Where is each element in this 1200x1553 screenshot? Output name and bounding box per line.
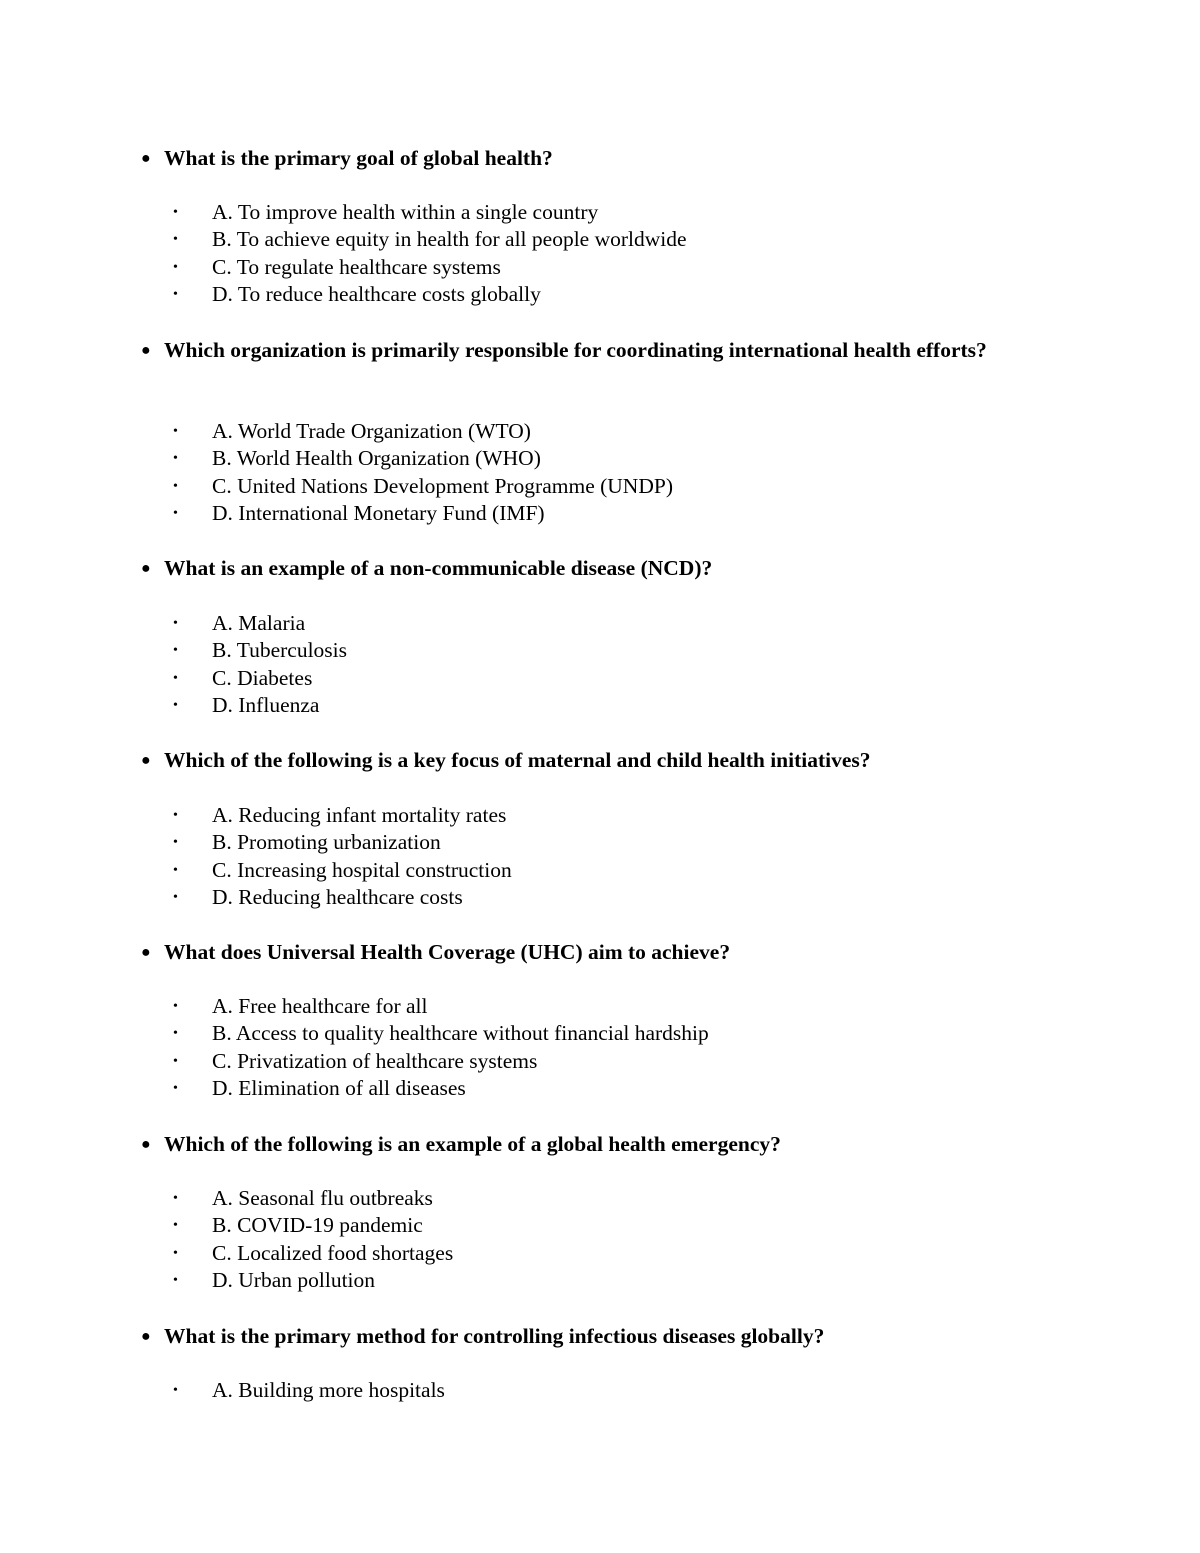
answer-option (0, 993, 1200, 1020)
option-text: B. To achieve equity in health for all people worldwide (212, 227, 687, 252)
answer-option (0, 665, 1200, 692)
question-bullet-icon: ● (141, 1136, 151, 1153)
option-bullet-icon: • (173, 1245, 178, 1261)
option-bullet-icon: • (173, 835, 178, 851)
question-text: Which of the following is a key focus of maternal and child health initiatives? (164, 748, 871, 772)
answer-option (0, 445, 1200, 472)
option-text: D. To reduce healthcare costs globally (212, 281, 541, 306)
option-bullet-icon: • (173, 1191, 178, 1206)
option-text: B. COVID-19 pandemic (212, 1213, 423, 1238)
option-text: A. Seasonal flu outbreaks (212, 1186, 433, 1210)
option-text: C. United Nations Development Programme (UNDP) (212, 473, 673, 498)
option-text: A. Malaria (212, 611, 306, 635)
question-text: What is an example of a non-communicable disease (NCD)? (164, 556, 713, 580)
answer-option (0, 1267, 1200, 1294)
answer-option (0, 226, 1200, 253)
answer-option (0, 610, 1200, 637)
question-heading (141, 555, 1001, 582)
question-bullet-icon: ● (141, 342, 151, 359)
answer-option (0, 1212, 1200, 1239)
option-text: D. Reducing healthcare costs (212, 884, 463, 909)
answer-option (0, 1377, 1200, 1404)
question-bullet-icon: ● (141, 944, 151, 961)
answer-option (0, 884, 1200, 911)
option-bullet-icon: • (173, 862, 178, 878)
option-text: C. Increasing hospital construction (212, 857, 512, 882)
question-heading (141, 145, 1001, 172)
option-bullet-icon: • (173, 889, 178, 905)
option-bullet-icon: • (173, 1080, 178, 1096)
question-text: What is the primary method for controlling infectious diseases globally? (164, 1324, 825, 1348)
answer-option (0, 1075, 1200, 1102)
answer-option (0, 637, 1200, 664)
answer-options-list (0, 418, 1200, 527)
answer-option (0, 829, 1200, 856)
option-bullet-icon: • (173, 478, 178, 494)
question-bullet-icon: ● (141, 150, 151, 167)
answer-option (0, 1048, 1200, 1075)
option-bullet-icon: • (173, 808, 178, 823)
option-bullet-icon: • (173, 670, 178, 686)
answer-options-list (0, 199, 1200, 308)
option-text: D. International Monetary Fund (IMF) (212, 500, 545, 525)
question-heading (141, 939, 1001, 966)
option-text: A. Free healthcare for all (212, 994, 428, 1018)
question-heading (141, 1323, 1001, 1350)
answer-options-list (0, 1185, 1200, 1294)
answer-options-list (0, 802, 1200, 911)
option-bullet-icon: • (173, 999, 178, 1014)
option-text: A. World Trade Organization (WTO) (212, 419, 531, 443)
option-text: A. Building more hospitals (212, 1378, 445, 1402)
option-text: B. Promoting urbanization (212, 830, 441, 855)
option-text: A. Reducing infant mortality rates (212, 803, 507, 827)
option-text: D. Urban pollution (212, 1267, 376, 1292)
answer-option (0, 281, 1200, 308)
option-bullet-icon: • (173, 1383, 178, 1398)
answer-options-list (0, 993, 1200, 1102)
answer-option (0, 254, 1200, 281)
option-bullet-icon: • (173, 1272, 178, 1288)
answer-option (0, 1020, 1200, 1047)
option-bullet-icon: • (173, 697, 178, 713)
option-bullet-icon: • (173, 424, 178, 439)
question-text: What does Universal Health Coverage (UHC) aim to achieve? (164, 940, 731, 964)
answer-option (0, 500, 1200, 527)
answer-options-list (0, 1377, 1200, 1404)
option-text: C. Localized food shortages (212, 1240, 454, 1265)
option-text: C. To regulate healthcare systems (212, 254, 501, 279)
question-heading (141, 1131, 1001, 1158)
question-heading (141, 747, 1001, 774)
answer-option (0, 418, 1200, 445)
question-text: Which of the following is an example of a global health emergency? (164, 1132, 781, 1156)
option-text: D. Elimination of all diseases (212, 1075, 466, 1100)
question-bullet-icon: ● (141, 560, 151, 577)
answer-option (0, 802, 1200, 829)
answer-option (0, 473, 1200, 500)
answer-option (0, 692, 1200, 719)
option-bullet-icon: • (173, 1053, 178, 1069)
option-text: D. Influenza (212, 692, 320, 717)
option-bullet-icon: • (173, 505, 178, 521)
option-text: B. World Health Organization (WHO) (212, 446, 541, 471)
option-bullet-icon: • (173, 451, 178, 467)
option-text: B. Access to quality healthcare without financial hardship (212, 1021, 709, 1046)
answer-option (0, 1240, 1200, 1267)
question-text: What is the primary goal of global health? (164, 146, 553, 170)
option-bullet-icon: • (173, 205, 178, 220)
option-bullet-icon: • (173, 259, 178, 275)
option-bullet-icon: • (173, 286, 178, 302)
option-bullet-icon: • (173, 1218, 178, 1234)
question-bullet-icon: ● (141, 752, 151, 769)
question-bullet-icon: ● (141, 1328, 151, 1345)
answer-option (0, 857, 1200, 884)
option-text: C. Privatization of healthcare systems (212, 1048, 538, 1073)
option-bullet-icon: • (173, 232, 178, 248)
option-text: A. To improve health within a single country (212, 200, 599, 224)
option-text: C. Diabetes (212, 665, 313, 690)
option-bullet-icon: • (173, 616, 178, 631)
option-bullet-icon: • (173, 1026, 178, 1042)
question-text: Which organization is primarily responsible for coordinating international health efforts? (164, 338, 987, 362)
answer-option (0, 1185, 1200, 1212)
option-bullet-icon: • (173, 643, 178, 659)
option-text: B. Tuberculosis (212, 638, 348, 663)
answer-option (0, 199, 1200, 226)
question-heading (141, 337, 1001, 364)
answer-options-list (0, 610, 1200, 719)
